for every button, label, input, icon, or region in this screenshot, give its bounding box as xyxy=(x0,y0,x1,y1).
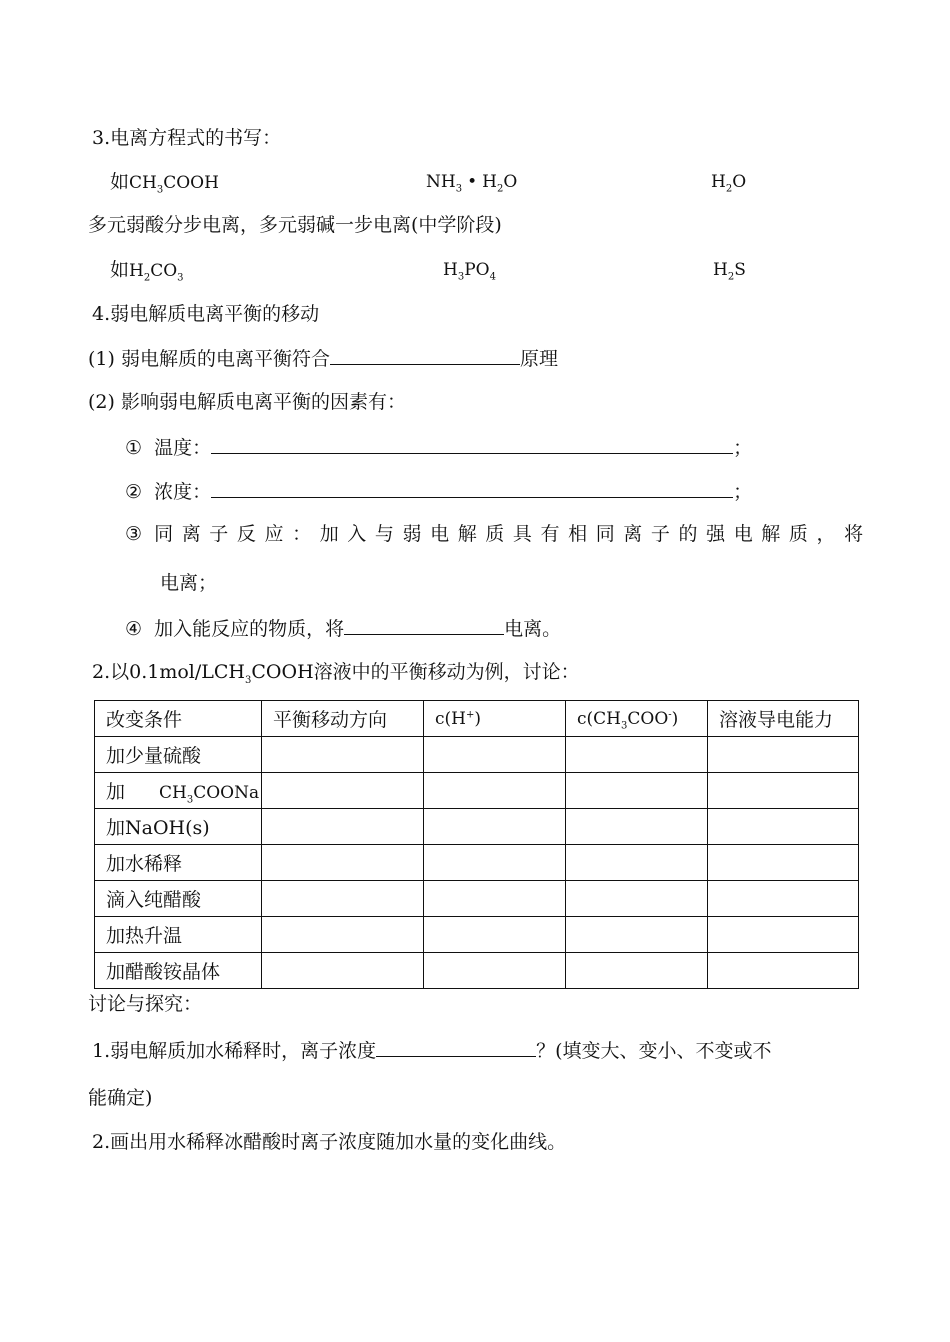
formula-part: NH xyxy=(426,172,456,192)
table-row xyxy=(95,809,859,845)
row-condition: 加少量硫酸 xyxy=(95,737,262,773)
example-h2o xyxy=(711,170,746,194)
item-number: ③ xyxy=(125,523,143,545)
table-row xyxy=(95,737,859,773)
header-subscript: 3 xyxy=(621,719,628,731)
section-3-heading: 3.电离方程式的书写： xyxy=(92,127,282,149)
factor-label: 温度： xyxy=(154,437,212,459)
formula-part: O xyxy=(503,172,518,192)
cell-blank[interactable] xyxy=(708,953,859,989)
cell-blank[interactable] xyxy=(424,773,566,809)
row-condition: 加热升温 xyxy=(95,917,262,953)
formula-subscript: 3 xyxy=(177,272,184,284)
factor-reaction xyxy=(125,616,561,641)
formula-dot: • xyxy=(467,172,478,192)
row-condition xyxy=(95,773,262,809)
polyprotic-note: 多元弱酸分步电离，多元弱碱一步电离(中学阶段) xyxy=(88,214,502,236)
example-prefix: 如 xyxy=(110,259,130,281)
example-prefix: 如 xyxy=(110,171,130,193)
concentration-blank[interactable] xyxy=(211,479,733,498)
heading-part: 2.以0.1mol/LCH xyxy=(92,661,246,683)
question-2: 2.画出用水稀释冰醋酸时离子浓度随加水量的变化曲线。 xyxy=(92,1131,567,1153)
condition-part: 加 xyxy=(106,781,126,803)
factor-temperature xyxy=(125,435,752,460)
row-condition: 滴入纯醋酸 xyxy=(95,881,262,917)
formula-subscript: 3 xyxy=(457,271,465,283)
table-row xyxy=(95,953,859,989)
reaction-suffix: 电离。 xyxy=(504,618,562,640)
header-part: ) xyxy=(671,708,679,729)
question-1 xyxy=(92,1038,772,1063)
cell-blank[interactable] xyxy=(262,809,424,845)
heading-part: COOH溶液中的平衡移动为例，讨论： xyxy=(251,661,580,683)
item-end: ； xyxy=(733,437,753,459)
formula-part: COOH xyxy=(163,173,219,193)
cell-blank[interactable] xyxy=(566,773,708,809)
example-h2co3 xyxy=(110,258,184,283)
cell-blank[interactable] xyxy=(566,917,708,953)
table-row xyxy=(95,917,859,953)
formula-part: H xyxy=(711,172,726,192)
table-row xyxy=(95,845,859,881)
cell-blank[interactable] xyxy=(708,845,859,881)
formula-subscript: 2 xyxy=(143,272,151,284)
factor-concentration xyxy=(125,479,752,504)
example-h2s xyxy=(713,258,746,282)
common-ion-continuation: 电离； xyxy=(160,572,218,594)
cell-blank[interactable] xyxy=(262,773,424,809)
cell-blank[interactable] xyxy=(424,917,566,953)
item-number: ① xyxy=(125,437,143,459)
condition-subscript: 3 xyxy=(186,794,194,806)
cell-blank[interactable] xyxy=(708,917,859,953)
header-condition: 改变条件 xyxy=(95,701,262,737)
dilution-blank[interactable] xyxy=(376,1038,536,1057)
formula-part: CO xyxy=(150,261,178,281)
table-header-row xyxy=(95,701,859,737)
example-nh3-h2o xyxy=(426,170,517,194)
header-part: c(CH xyxy=(577,708,621,729)
formula-subscript: 2 xyxy=(725,183,733,195)
example-ch3cooh xyxy=(110,170,219,195)
cell-blank[interactable] xyxy=(424,953,566,989)
table-row xyxy=(95,773,859,809)
table-row xyxy=(95,881,859,917)
header-superscript: + xyxy=(465,708,475,720)
question-1-continuation: 能确定) xyxy=(88,1087,153,1109)
cell-blank[interactable] xyxy=(708,773,859,809)
header-superscript: - xyxy=(668,708,672,720)
equilibrium-table xyxy=(94,700,859,989)
cell-blank[interactable] xyxy=(566,845,708,881)
formula-part: O xyxy=(732,172,747,192)
factor-common-ion xyxy=(125,522,872,546)
factor-label: 浓度： xyxy=(154,481,212,503)
formula-subscript: 3 xyxy=(455,183,463,195)
cell-blank[interactable] xyxy=(424,881,566,917)
common-ion-text: 同离子反应：加入与弱电解质具有相同离子的强电解质，将 xyxy=(154,523,872,545)
formula-subscript: 2 xyxy=(496,183,504,195)
item-number: ② xyxy=(125,481,143,503)
formula-part: H xyxy=(482,172,497,192)
cell-blank[interactable] xyxy=(566,809,708,845)
table-heading xyxy=(92,660,580,684)
cell-blank[interactable] xyxy=(424,737,566,773)
cell-blank[interactable] xyxy=(708,737,859,773)
formula-part: S xyxy=(734,260,746,280)
cell-blank[interactable] xyxy=(262,917,424,953)
reaction-prefix: 加入能反应的物质，将 xyxy=(154,618,345,640)
cell-blank[interactable] xyxy=(424,809,566,845)
cell-blank[interactable] xyxy=(566,881,708,917)
question-1-suffix: ？(填变大、变小、不变或不 xyxy=(536,1040,772,1062)
principle-prefix: (1) 弱电解质的电离平衡符合 xyxy=(88,348,330,370)
header-shift-direction: 平衡移动方向 xyxy=(262,701,424,737)
item-end: ； xyxy=(733,481,753,503)
formula-part: PO xyxy=(464,260,490,280)
example-h3po4 xyxy=(443,258,496,282)
header-conductivity: 溶液导电能力 xyxy=(708,701,859,737)
row-condition: 加水稀释 xyxy=(95,845,262,881)
reaction-blank[interactable] xyxy=(344,616,504,635)
cell-blank[interactable] xyxy=(708,881,859,917)
formula-part: H xyxy=(443,260,458,280)
section-4-heading: 4.弱电解质电离平衡的移动 xyxy=(92,303,320,325)
header-part: COO xyxy=(627,708,669,729)
formula-part: CH xyxy=(129,173,157,193)
heading-subscript: 3 xyxy=(245,674,252,686)
header-c-h xyxy=(424,701,566,737)
cell-blank[interactable] xyxy=(566,737,708,773)
question-1-prefix: 1.弱电解质加水稀释时，离子浓度 xyxy=(92,1040,377,1062)
formula-part: H xyxy=(129,261,144,281)
discussion-heading: 讨论与探究： xyxy=(88,993,203,1015)
formula-part: H xyxy=(713,260,728,280)
formula-subscript: 3 xyxy=(156,184,164,196)
principle-suffix: 原理 xyxy=(519,348,558,370)
cell-blank[interactable] xyxy=(262,845,424,881)
cell-blank[interactable] xyxy=(424,845,566,881)
cell-blank[interactable] xyxy=(566,953,708,989)
temperature-blank[interactable] xyxy=(211,435,733,454)
cell-blank[interactable] xyxy=(262,881,424,917)
cell-blank[interactable] xyxy=(708,809,859,845)
row-condition: 加醋酸铵晶体 xyxy=(95,953,262,989)
cell-blank[interactable] xyxy=(262,737,424,773)
formula-subscript: 2 xyxy=(727,271,735,283)
formula-subscript: 4 xyxy=(489,271,496,283)
row-condition: 加NaOH(s) xyxy=(95,809,262,845)
header-part: c(H xyxy=(435,708,466,729)
factors-heading: (2) 影响弱电解质电离平衡的因素有： xyxy=(88,391,406,413)
principle-line xyxy=(88,346,558,371)
cell-blank[interactable] xyxy=(262,953,424,989)
condition-part: COONa xyxy=(193,783,260,803)
header-c-ch3coo xyxy=(566,701,708,737)
header-part: ) xyxy=(474,708,482,729)
item-number: ④ xyxy=(125,618,143,640)
condition-part: CH xyxy=(159,783,187,803)
principle-blank[interactable] xyxy=(330,346,520,365)
